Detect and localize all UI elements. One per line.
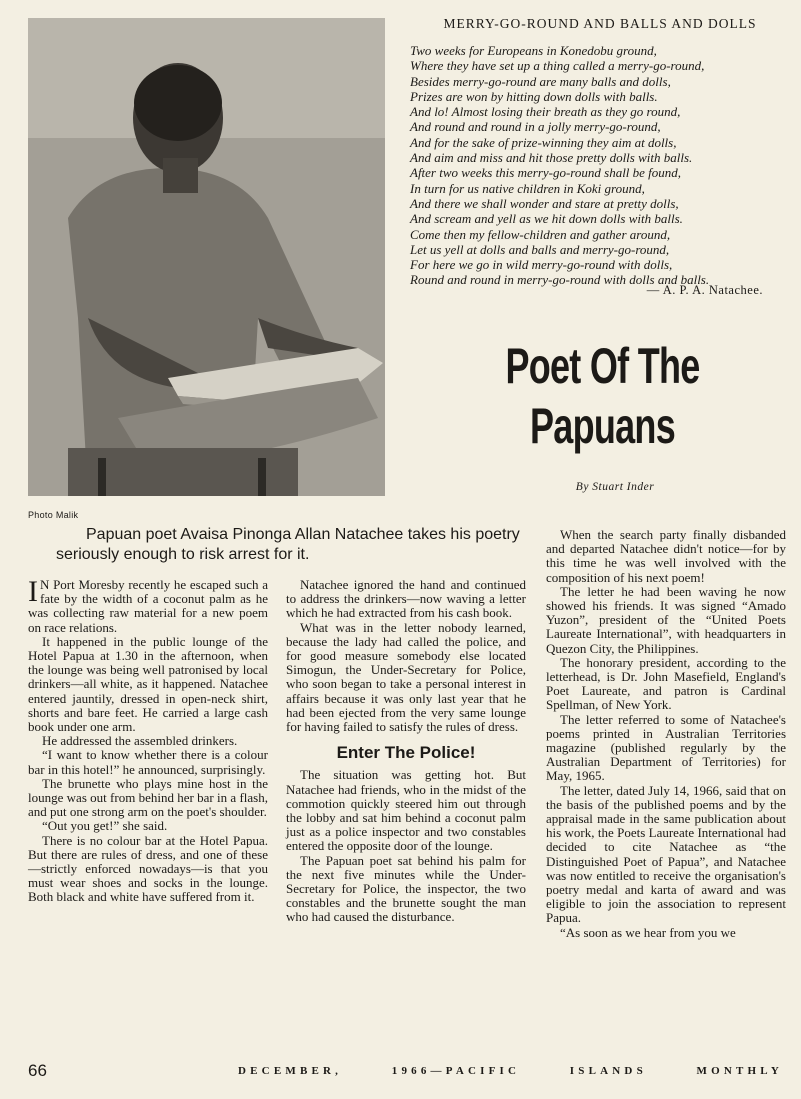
article-paragraph: He addressed the assembled drinkers.	[42, 733, 238, 749]
article-paragraph: The situation was getting hot. But Natachee had friends, who in the midst of the commotion quickly steered him out through the lobby and sat him behind a coconut palm just as a police inspector and two constables entered the opposite door of the lounge.	[286, 767, 526, 854]
article-paragraph: It happened in the public lounge of the Hotel Papua at 1.30 in the afternoon, when the lounge was being well patronised by local drinkers—all white, as it happened. Natachee entered jauntily, dressed in open-neck shirt, shorts and bare feet. He carried a large cash book under one arm.	[28, 633, 268, 735]
article-paragraph: Natachee ignored the hand and continued to address the drinkers—now waving a letter which he had extracted from his cash book.	[286, 577, 526, 621]
footer-year: 1966—PACIFIC	[391, 1065, 521, 1077]
article-paragraph: What was in the letter nobody learned, because the lady had called the police, and for good measure somebody else located Simogun, the Under-Secretary for Police, who soon began to take a personal interest in affairs because it was only last year that he had been ejected from the very same lounge for having failed to satisfy the rules of dress.	[286, 619, 526, 735]
article-column-2	[286, 578, 526, 925]
article-paragraph	[28, 575, 268, 635]
headline	[471, 336, 734, 456]
poem-line: Where they have set up a thing called a merry-go-round,	[410, 58, 705, 74]
poem-line: And there we shall wonder and stare at pretty dolls,	[410, 195, 679, 211]
article-paragraph: “I want to know whether there is a colour bar in this hotel!” he announced, surprisingly.	[28, 747, 268, 777]
article-paragraph: The letter he had been waving he now showed his friends. It was signed “Amado Yuzon”, president of the “United Poets Laureate International”, with headquarters in Quezon City, the Philippines.	[546, 583, 786, 656]
article-paragraph: “As soon as we hear from you we	[560, 924, 736, 940]
article-paragraph: When the search party finally disbanded and departed Natachee didn't notice—for by this time he was well involved with the composition of his next poem!	[546, 527, 786, 585]
footer-word-islands: ISLANDS	[569, 1065, 647, 1077]
poem-line: Let us yell at dolls and balls and merry-go-round,	[410, 241, 670, 257]
poet-photo-illustration	[28, 18, 385, 496]
page-number: 66	[28, 1061, 47, 1080]
article-paragraph: “Out you get!” she said.	[42, 818, 168, 834]
photo-credit: Photo Malik	[28, 510, 79, 520]
article-column-3	[546, 528, 786, 940]
poem-body	[410, 43, 795, 288]
poem-line: And round and round in a jolly merry-go-round,	[410, 119, 661, 135]
drop-cap: I	[28, 575, 38, 608]
footer-month: DECEMBER,	[238, 1065, 343, 1077]
article-paragraph: The brunette who plays mine host in the lounge was out from behind her bar in a flash, and put one strong arm on the poet's shoulder.	[28, 775, 268, 820]
poem-author: — A. P. A. Natachee.	[646, 283, 763, 297]
subheading: Enter The Police!	[336, 743, 476, 763]
poet-photo	[28, 18, 385, 496]
article-paragraph: The letter, dated July 14, 1966, said that on the basis of the published poems and by the appraisal made in the same publication about his work, the Poets Laureate International had decided to cite Natachee as “the Distinguished Poet of Papua”, and Natachee was now entitled to receive the organisation's poetry medal and karta of award and was eligible to join the association to represent Papua.	[546, 782, 786, 926]
article-paragraph: The letter referred to some of Natachee's poems printed in Australian Territories magazine (published regularly by the Australian Department of Territories) for May, 1965.	[546, 711, 786, 784]
poem-line: Two weeks for Europeans in Konedobu ground,	[410, 43, 657, 58]
headline-line-2: Papuans	[529, 398, 676, 454]
poem-line: Round and round in merry-go-round with dolls and balls.	[410, 272, 710, 288]
poem-line: And lo! Almost losing their breath as they go round,	[410, 104, 681, 120]
poem-line: Besides merry-go-round are many balls and dolls,	[410, 73, 671, 89]
article-paragraph: There is no colour bar at the Hotel Papua. But there are rules of dress, and one of these—strictly enforced nowadays—is that you must wear shoes and socks in the lounge. Both black and white have suffered from it.	[28, 832, 268, 905]
poem-line: In turn for us native children in Koki ground,	[410, 180, 645, 196]
article-column-1	[28, 575, 268, 905]
poem-line: And for the sake of prize-winning they aim at dolls,	[410, 134, 677, 150]
poem-line: After two weeks this merry-go-round shall be found,	[410, 165, 682, 181]
article-paragraph-text: N Port Moresby recently he escaped such a fate by the width of a coconut palm as he was collecting raw material for a new poem on race relations.	[28, 577, 268, 635]
poem-line: And aim and miss and hit those pretty dolls with balls.	[410, 150, 693, 166]
headline-line-1: Poet Of The	[505, 338, 700, 394]
footer-word-monthly: MONTHLY	[696, 1065, 783, 1077]
poem-line: And scream and yell as we hit down dolls with balls.	[410, 211, 683, 227]
poem-title: MERRY-GO-ROUND AND BALLS AND DOLLS	[443, 16, 757, 31]
poem-line: Come then my fellow-children and gather around,	[410, 226, 671, 242]
byline: By Stuart Inder	[575, 481, 655, 493]
poem-line: For here we go in wild merry-go-round with dolls,	[410, 257, 673, 273]
article-paragraph: The Papuan poet sat behind his palm for the next five minutes while the Under-Secretary for Police, the inspector, the two constables and the brunette sought the man who had caused the disturbance.	[286, 852, 526, 925]
poem-line: Prizes are won by hitting down dolls with balls.	[410, 88, 658, 104]
publication-line	[238, 1065, 783, 1077]
standfirst: Papuan poet Avaisa Pinonga Allan Natachee takes his poetry seriously enough to risk arrest for it.	[56, 526, 520, 563]
article-paragraph: The honorary president, according to the letterhead, is Dr. John Masefield, England's Poet Laureate, and patron is Cardinal Spellman, of New York.	[546, 654, 786, 713]
